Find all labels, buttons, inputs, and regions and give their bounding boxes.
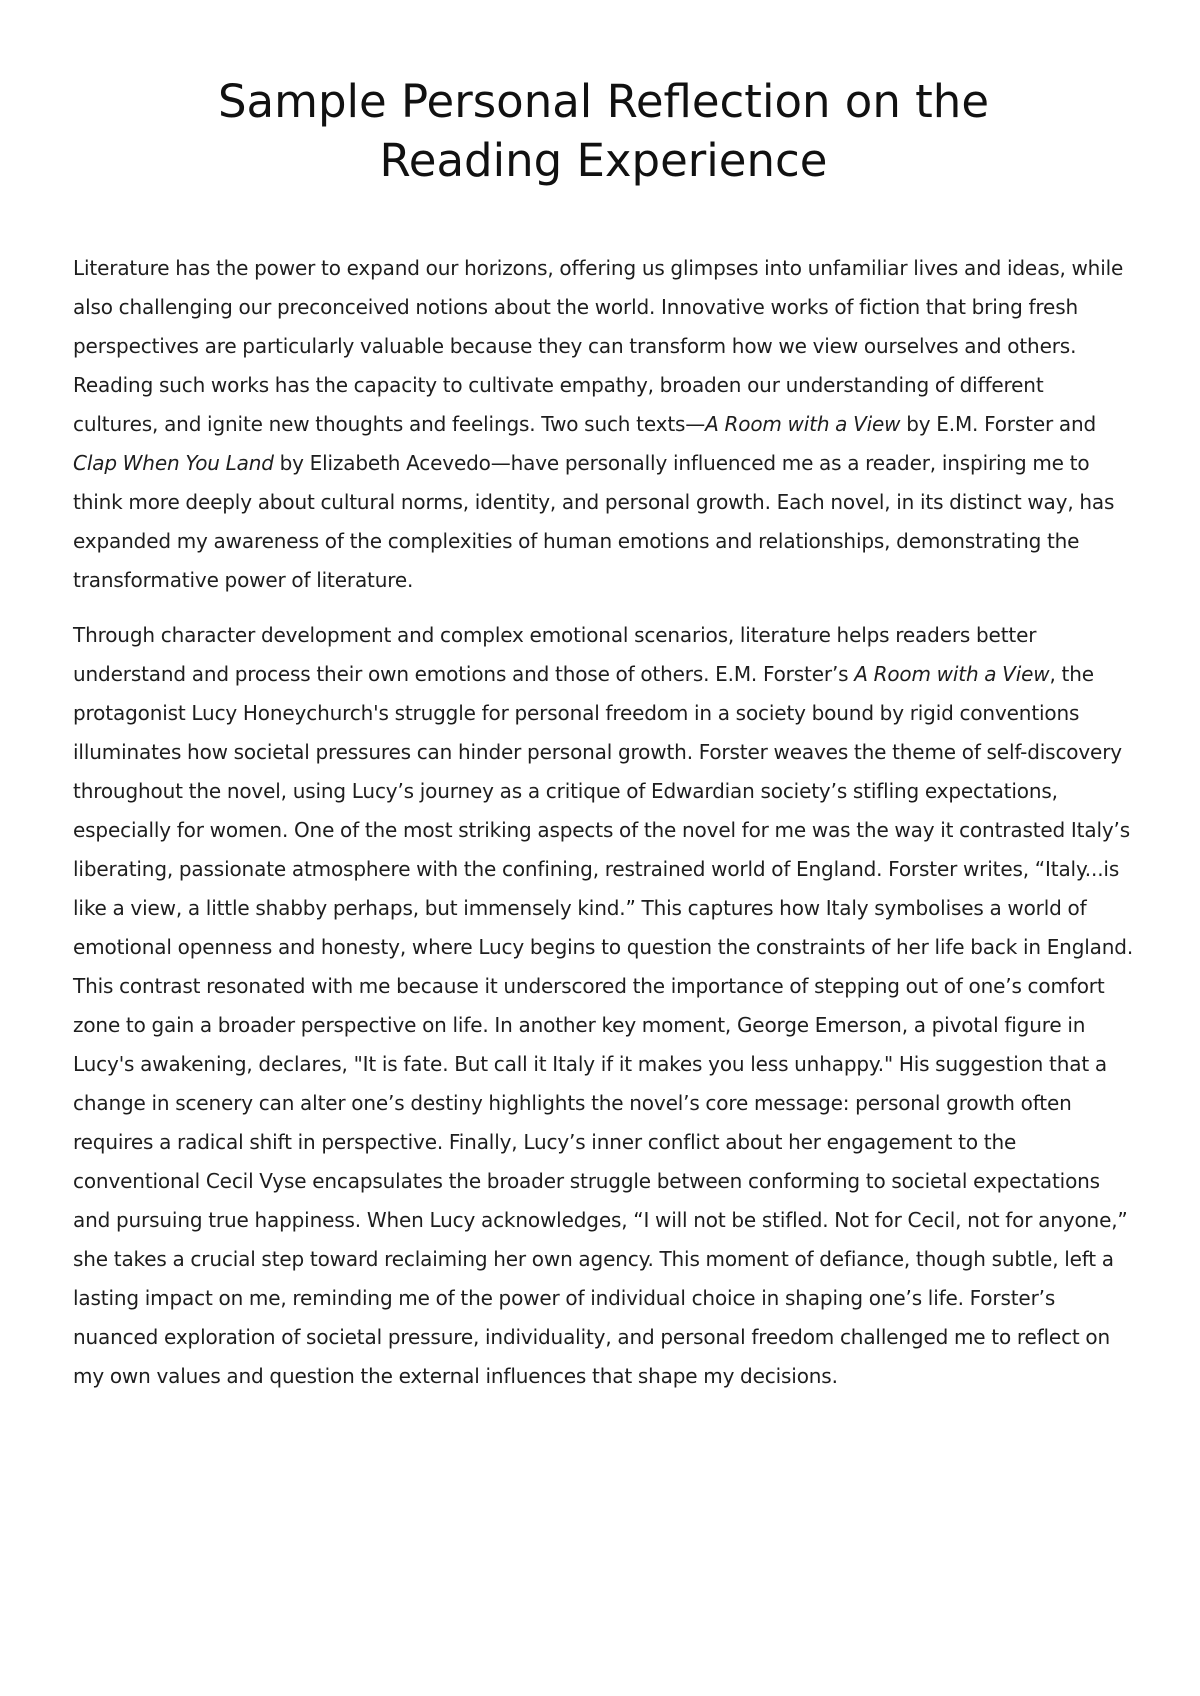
paragraph-body: [73, 616, 1134, 1396]
page-title-line-1: Sample Personal Reflection on the: [217, 75, 990, 128]
paragraph-introduction: [73, 249, 1134, 600]
page-title: [73, 72, 1134, 190]
book-title-clap-when-you-land: Clap When You Land: [73, 451, 274, 475]
paragraph-text: Through character development and complex emotional scenarios, literature helps readers better understand and process their own emotions and those of others. E.M. Forster’s: [73, 623, 1037, 686]
paragraph-text: , the protagonist Lucy Honeychurch's struggle for personal freedom in a society bound by rigid conventions illuminates how societal pressures can hinder personal growth. Forster weaves the theme of self-discovery throughout the novel, using Lucy’s journey as a critique of Edwardian society’s stifling expectations, especially for women. One of the most striking aspects of the novel for me was the way it contrasted Italy’s liberating, passionate atmosphere with the confining, restrained world of England. Forster writes, “Italy...is like a view, a little shabby perhaps, but immensely kind.” This captures how Italy symbolises a world of emotional openness and honesty, where Lucy begins to question the constraints of her life back in England. This contrast resonated with me because it underscored the importance of stepping out of one’s comfort zone to gain a broader perspective on life. In another key moment, George Emerson, a pivotal figure in Lucy's awakening, declares, "It is fate. But call it Italy if it makes you less unhappy." His suggestion that a change in scenery can alter one’s destiny highlights the novel’s core message: personal growth often requires a radical shift in perspective. Finally, Lucy’s inner conflict about her engagement to the conventional Cecil Vyse encapsulates the broader struggle between conforming to societal expectations and pursuing true happiness. When Lucy acknowledges, “I will not be stifled. Not for Cecil, not for anyone,” she takes a crucial step toward reclaiming her own agency. This moment of defiance, though subtle, left a lasting impact on me, reminding me of the power of individual choice in shaping one’s life. Forster’s nuanced exploration of societal pressure, individuality, and personal freedom challenged me to reflect on my own values and question the external influences that shape my decisions.: [73, 662, 1134, 1388]
paragraph-text: by E.M. Forster and: [900, 412, 1097, 436]
paragraph-text: Literature has the power to expand our horizons, offering us glimpses into unfamiliar lives and ideas, while also challenging our preconceived notions about the world. Innovative works of fiction that bring fresh perspectives are particularly valuable because they can transform how we view ourselves and others. Reading such works has the capacity to cultivate empathy, broaden our understanding of different cultures, and ignite new thoughts and feelings. Two such texts—: [73, 256, 1124, 436]
page-title-line-2: Reading Experience: [379, 134, 828, 187]
paragraph-text: by Elizabeth Acevedo—have personally influenced me as a reader, inspiring me to think more deeply about cultural norms, identity, and personal growth. Each novel, in its distinct way, has expanded my awareness of the complexities of human emotions and relationships, demonstrating the transformative power of literature.: [73, 451, 1115, 592]
book-title-a-room-with-a-view: A Room with a View: [854, 662, 1050, 686]
book-title-a-room-with-a-view: A Room with a View: [705, 412, 901, 436]
